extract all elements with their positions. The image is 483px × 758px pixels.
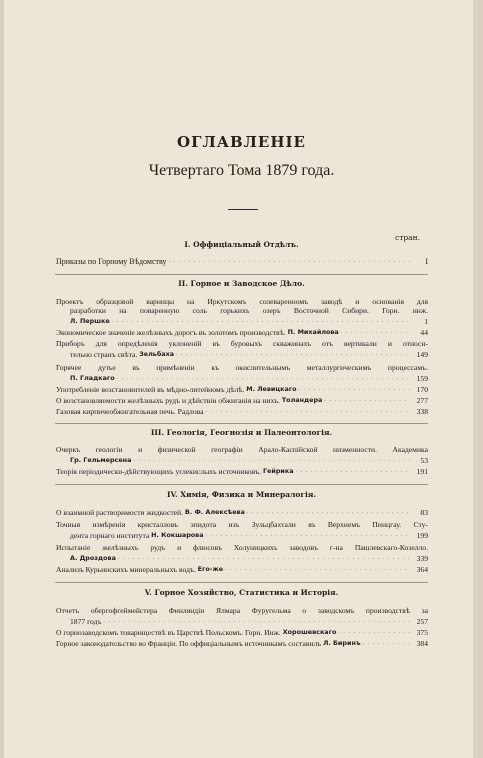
toc-entry-line: Проектъ образцовой варницы на Иркутскомъ солеваренномъ заводѣ и основанія для	[56, 297, 428, 306]
toc-entry: дента горнаго института Н. Кокшарова . . . 199	[70, 531, 428, 540]
toc-entry: Употребленіе возстановителей въ мѣдно-литейномъ дѣлѣ. М. Левицкаго . . . 170	[56, 385, 428, 394]
page-edge	[473, 0, 483, 758]
toc-entry-line: разработки на поваренную соль горькихъ озеръ Восточной Сибири. Горн. инж.	[70, 306, 428, 315]
section-divider	[55, 423, 428, 424]
section-heading: V. Горное Хозяйство, Статистика и Исторія.	[144, 588, 339, 597]
section-divider	[55, 484, 428, 485]
toc-entry: Газовая кирпичеобжигательная печь. Радлова . . . 338	[56, 407, 428, 416]
toc-entry: П. Гладкаго . . . 159	[70, 374, 428, 383]
section-divider	[55, 274, 428, 275]
toc-entry: Теорія періодически-дѣйствующихъ углекислыхъ источниковъ. Гейрика . . . 191	[56, 467, 428, 476]
toc-entry: тельно странъ свѣта. Зельбаха . . . 149	[70, 350, 428, 359]
section-heading: III. Геологія, Геогнозія и Палеонтологія.	[150, 428, 333, 437]
toc-entry: 1877 годъ . . . 257	[70, 617, 428, 626]
toc-entry-line: Испытаніе желѣзныхъ рудъ и флюсовъ Холуницкихъ заводовъ г-на Пашлевскаго-Козелло.	[56, 543, 428, 552]
page-title: ОГЛАВЛЕНІЕ	[177, 133, 306, 151]
toc-entry-line: Приборъ для опредѣленія уклоненій въ буровыхъ скважинахъ отъ вертикали и относи-	[56, 339, 428, 348]
toc-entry: О взаимной растворимости жидкостей. В. Ф. Алексѣева . . . 83	[56, 508, 428, 517]
toc-entry: Гр. Гельмерсена . . . 53	[70, 456, 428, 465]
toc-entry-line: Очеркъ геологіи и физической географіи Арало-Каспійской низменности. Академика	[56, 445, 428, 454]
page-fold-shadow	[0, 0, 4, 758]
page-subtitle: Четвертаго Тома 1879 года.	[148, 162, 335, 179]
toc-entry: О горнозаводскомъ товариществѣ въ Царствѣ Польскомъ. Горн. Инж. Хорошевскаго . . . 375	[56, 628, 428, 637]
toc-entry-line: Горячее дутье въ примѣненіи къ окислительнымъ металлургическимъ процессамъ.	[56, 363, 428, 372]
toc-entry: Л. Першке . . . 1	[70, 317, 428, 326]
section-heading: I. Оффиціальный Отдѣлъ.	[184, 240, 299, 249]
title-divider	[228, 209, 258, 210]
section-heading: IV. Химія, Физика и Минералогія.	[167, 490, 316, 499]
toc-entry: Экономическое значеніе желѣзныхъ дорогъ въ золотомъ производствѣ. П. Михайлова . . . 44	[56, 328, 428, 337]
toc-entry-line: Отчетъ обергофгеймейстера Финляндіи Ялмара Фуругельма о заводскомъ производствѣ за	[56, 606, 428, 615]
toc-entry: Анализъ Курьинскихъ минеральныхъ водъ. Его-же . . . 364	[56, 565, 428, 574]
toc-entry-line: Точныя измѣренія кристалловъ эпидота изъ Зульцбахтали въ Верхнемъ Пинцгау. Сту-	[56, 520, 428, 529]
toc-entry: А. Дроздова . . . 339	[70, 554, 428, 563]
section-heading: II. Горное и Заводское Дѣло.	[178, 279, 305, 288]
toc-entry: О возстановляемости желѣзныхъ рудъ и дѣйствіи обжиганія на нихъ. Толандера . . . 277	[56, 396, 428, 405]
toc-entry: Горное законодательство во Франціи. По оффиціальнымъ источникамъ составилъ Л. Биринъ . . . 384	[56, 639, 428, 648]
toc-entry: Приказы по Горному Вѣдомству . . . I	[56, 257, 428, 266]
section-divider	[55, 582, 428, 583]
pages-column-label: стран.	[395, 233, 421, 242]
